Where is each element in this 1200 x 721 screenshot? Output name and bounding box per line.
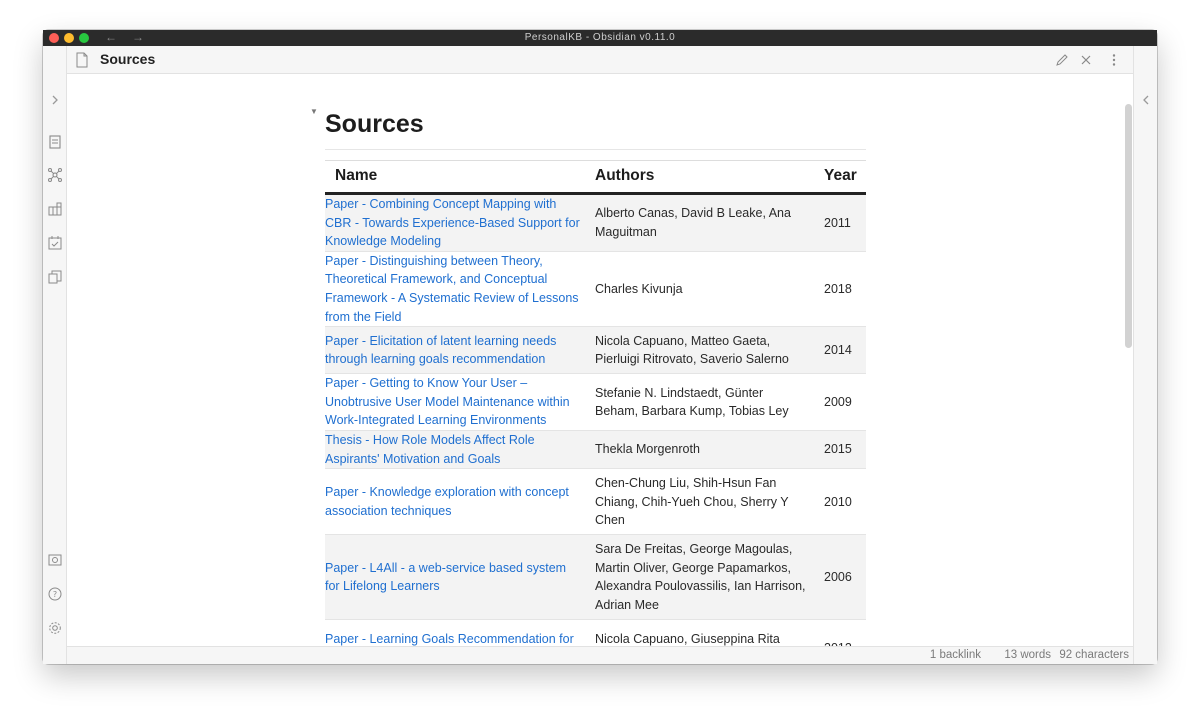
calendar-icon[interactable] [47,235,63,251]
source-link[interactable] [325,374,595,431]
authors-cell-line: Martin Oliver, George Papamarkos, [595,560,791,575]
left-ribbon [43,46,67,664]
note-heading: Sources [325,110,866,150]
column-header-authors: Authors [595,161,824,194]
file-icon [75,52,89,68]
authors-cell [595,535,824,620]
source-link[interactable] [325,431,595,469]
table-row [325,194,866,252]
authors-cell [595,469,824,535]
copy-icon[interactable] [47,269,63,285]
table-row [325,431,866,469]
authors-cell [595,251,824,326]
title-bar [43,30,1157,46]
source-link-line[interactable]: Unobtrusive User Model Maintenance within [325,394,570,409]
column-header-year: Year [824,161,866,194]
source-link-line[interactable]: Paper - Knowledge exploration with concept [325,485,569,500]
scrollbar-thumb[interactable] [1125,104,1132,348]
word-count: 13 words [1004,649,1051,661]
source-link-line[interactable]: Framework - A Systematic Review of Lessons [325,290,579,305]
table-row [325,469,866,535]
authors-cell-line: Pierluigi Ritrovato, Saverio Salerno [595,352,789,367]
graph-view-icon[interactable] [47,167,63,183]
authors-cell [595,327,824,374]
table-row [325,374,866,431]
column-header-name: Name [325,161,595,194]
year-cell: 2015 [824,431,866,469]
authors-cell-line: Alberto Canas, David B Leake, Ana [595,206,791,221]
source-link-line[interactable]: Paper - Combining Concept Mapping with [325,197,557,211]
source-link-line[interactable]: Work-Integrated Learning Environments [325,413,547,428]
source-link[interactable] [325,469,595,535]
right-ribbon [1133,46,1157,664]
sources-table [325,160,866,677]
note-header [67,46,1133,74]
edit-icon[interactable] [1055,53,1069,67]
svg-text:?: ? [52,590,58,599]
table-row [325,535,866,620]
source-link-line[interactable]: through learning goals recommendation [325,352,546,367]
table-row [325,251,866,326]
source-link-line[interactable]: for Lifelong Learners [325,579,440,594]
source-link-line[interactable]: Paper - Elicitation of latent learning needs [325,333,557,348]
authors-cell-line: Alexandra Poulovassilis, Ian Harrison, [595,579,806,594]
source-link[interactable] [325,535,595,620]
navigate-back-icon[interactable]: ← [105,30,118,44]
authors-cell-line: Nicola Capuano, Giuseppina Rita [595,631,780,646]
year-cell: 2009 [824,374,866,431]
source-link-line[interactable]: Aspirants' Motivation and Goals [325,451,501,466]
source-link-line[interactable]: Paper - Getting to Know Your User – [325,376,528,391]
source-link-line[interactable]: from the Field [325,309,402,324]
source-link-line[interactable]: Knowledge Modeling [325,234,442,249]
year-cell: 2018 [824,251,866,326]
authors-cell-line: Chen-Chung Liu, Shih-Hsun Fan [595,475,777,490]
authors-cell-line: Chiang, Chih-Yueh Chou, Sherry Y [595,494,789,509]
authors-cell-line: Nicola Capuano, Matteo Gaeta, [595,333,771,348]
authors-cell [595,431,824,469]
table-row [325,327,866,374]
note-content [67,74,1133,646]
vault-icon[interactable] [47,552,63,568]
plugins-icon[interactable] [47,201,63,217]
source-link-line[interactable]: Thesis - How Role Models Affect Role [325,433,535,448]
year-cell: 2014 [824,327,866,374]
year-cell: 2011 [824,194,866,252]
authors-cell-line: Chen [595,513,625,528]
file-explorer-icon[interactable] [47,134,63,150]
authors-cell [595,374,824,431]
character-count: 92 characters [1059,649,1129,661]
source-link-line[interactable]: Paper - Distinguishing between Theory, [325,253,543,268]
year-cell: 2006 [824,535,866,620]
source-link[interactable] [325,251,595,326]
fold-heading-icon[interactable]: ▼ [310,107,318,116]
status-bar [67,646,1133,664]
authors-cell-line: Sara De Freitas, George Magoulas, [595,542,793,557]
authors-cell [595,194,824,252]
settings-icon[interactable] [47,620,63,636]
authors-cell-line: Beham, Barbara Kump, Tobias Ley [595,404,789,419]
source-link-line[interactable]: association techniques [325,503,452,518]
window-title: PersonalKB - Obsidian v0.11.0 [524,32,676,43]
year-cell: 2010 [824,469,866,535]
authors-cell-line: Charles Kivunja [595,281,683,296]
source-link[interactable] [325,327,595,374]
expand-sidebar-icon[interactable] [47,92,63,108]
app-window [43,30,1157,664]
authors-cell-line: Stefanie N. Lindstaedt, Günter [595,385,764,400]
note-title[interactable]: Sources [100,51,156,67]
source-link-line[interactable]: CBR - Towards Experience-Based Support for [325,215,580,230]
source-link[interactable] [325,194,595,252]
source-link-line[interactable]: Theoretical Framework, and Conceptual [325,272,548,287]
close-icon[interactable] [1079,53,1093,67]
source-link-line[interactable]: Paper - L4All - a web-service based system [325,560,567,575]
backlink-count[interactable]: 1 backlink [929,649,981,661]
more-options-icon[interactable] [1111,53,1117,67]
source-link-line[interactable]: Paper - Learning Goals Recommendation for [325,631,574,646]
expand-right-sidebar-icon[interactable] [1139,92,1153,108]
help-icon[interactable] [47,586,63,602]
authors-cell-line: Maguitman [595,224,657,239]
authors-cell-line: Thekla Morgenroth [595,442,700,457]
navigate-forward-icon[interactable]: → [132,30,145,44]
authors-cell-line: Adrian Mee [595,597,659,612]
